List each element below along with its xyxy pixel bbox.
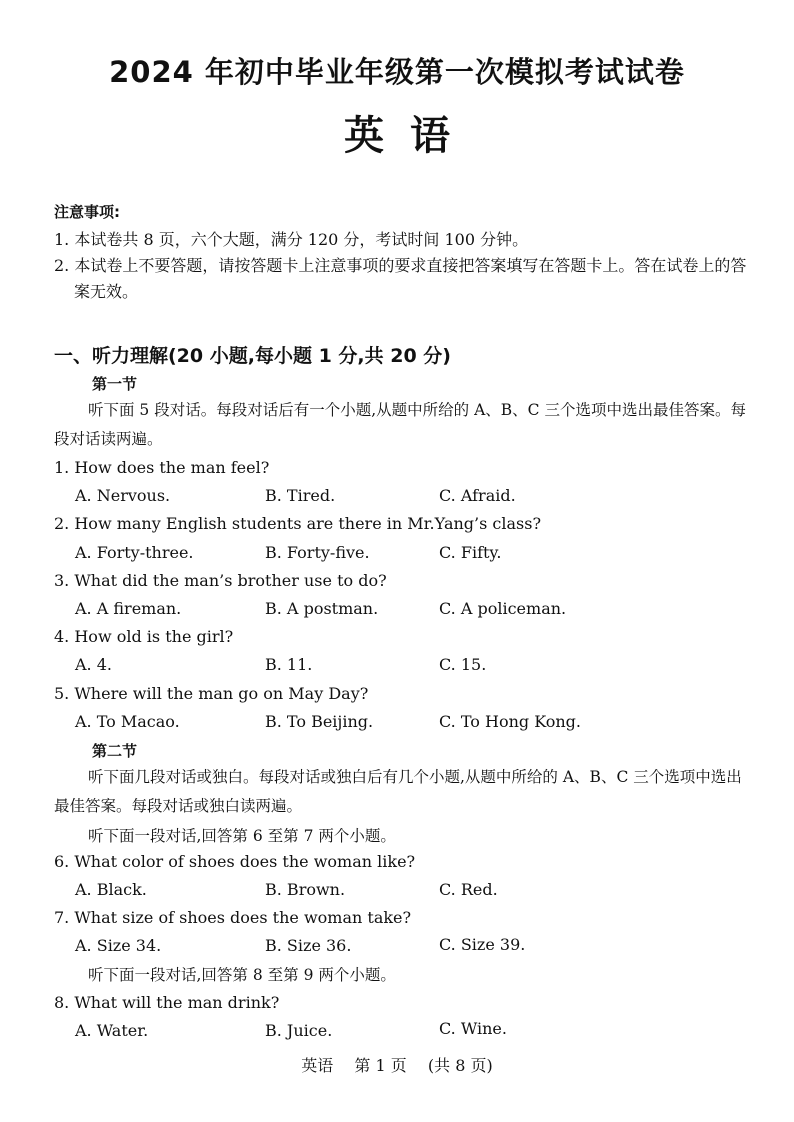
notice-item: 1. 本试卷共 8 页，六个大题，满分 120 分，考试时间 100 分钟。 [54, 230, 529, 249]
option-c: C. Wine. [439, 1019, 507, 1038]
option-b: B. 11. [265, 655, 313, 674]
option-a: A. Nervous. [75, 486, 171, 505]
sub-instruction: 听下面一段对话,回答第 6 至第 7 两个小题。 [88, 827, 396, 845]
option-c: C. 15. [439, 655, 487, 674]
question: 3. What did the man’s brother use to do? [54, 571, 387, 590]
option-a: A. Water. [75, 1021, 149, 1040]
option-b: B. Tired. [265, 486, 336, 505]
part-instruction: 听下面几段对话或独白。每段对话或独白后有几个小题,从题中所给的 A、B、C 三个选项中选出最佳答案。每段对话或独白读两遍。 [54, 768, 742, 815]
option-b: B. To Beijing. [265, 712, 374, 731]
section-title: 一、听力理解(20 小题,每小题 1 分,共 20 分) [54, 345, 451, 367]
part-title: 第一节 [92, 375, 138, 393]
sub-instruction: 听下面一段对话,回答第 8 至第 9 两个小题。 [88, 966, 396, 984]
option-c: C. Fifty. [439, 543, 502, 562]
option-a: A. Size 34. [75, 936, 162, 955]
option-a: A. Black. [75, 880, 147, 899]
option-a: A. 4. [75, 655, 112, 674]
option-c: C. Afraid. [439, 486, 516, 505]
option-b: B. Juice. [265, 1021, 333, 1040]
exam-title: 2024 年初中毕业年级第一次模拟考试试卷 [109, 55, 685, 89]
footer-total-pages: (共 8 页) [427, 1056, 493, 1075]
option-b: B. Size 36. [265, 936, 352, 955]
part-title: 第二节 [92, 742, 138, 760]
page-footer [0, 1053, 794, 1076]
notice-item: 2. 本试卷上不要答题，请按答题卡上注意事项的要求直接把答案填写在答题卡上。答在试卷上的答案无效。 [54, 256, 747, 301]
option-a: A. Forty-three. [75, 543, 194, 562]
question: 2. How many English students are there in Mr.Yang’s class? [54, 514, 542, 533]
notice-list [54, 227, 754, 305]
option-a: A. A fireman. [75, 599, 182, 618]
question: 1. How does the man feel? [54, 458, 270, 477]
option-c: C. Red. [439, 880, 498, 899]
footer-subject: 英语 [301, 1056, 334, 1075]
subject-title: 英语 [344, 113, 476, 159]
question: 8. What will the man drink? [54, 993, 280, 1012]
option-b: B. Brown. [265, 880, 346, 899]
option-a: A. To Macao. [75, 712, 180, 731]
question: 5. Where will the man go on May Day? [54, 684, 369, 703]
option-b: B. Forty-five. [265, 543, 370, 562]
question: 7. What size of shoes does the woman take? [54, 908, 412, 927]
part-instruction: 听下面 5 段对话。每段对话后有一个小题,从题中所给的 A、B、C 三个选项中选出最佳答案。每段对话读两遍。 [54, 401, 746, 448]
question: 6. What color of shoes does the woman like? [54, 852, 416, 871]
question: 4. How old is the girl? [54, 627, 234, 646]
notice-heading: 注意事项: [54, 203, 120, 221]
footer-page-number: 第 1 页 [354, 1056, 407, 1075]
option-c: C. Size 39. [439, 935, 526, 954]
option-b: B. A postman. [265, 599, 379, 618]
option-c: C. A policeman. [439, 599, 567, 618]
option-c: C. To Hong Kong. [439, 712, 581, 731]
